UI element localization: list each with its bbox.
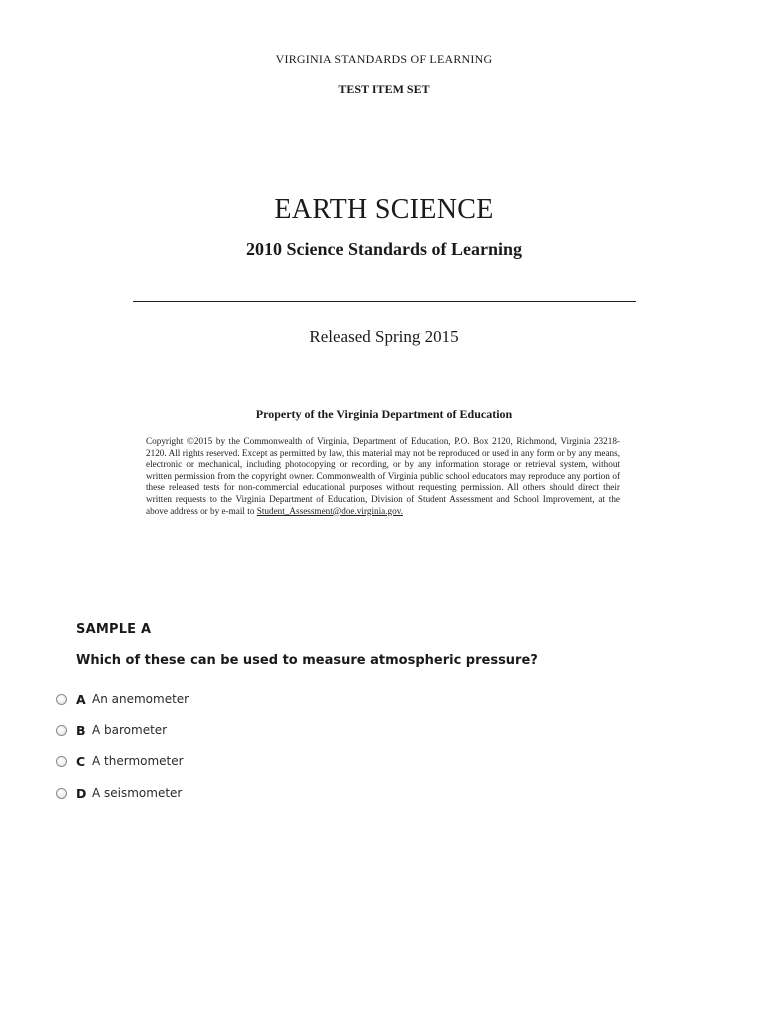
answer-option-d[interactable] (56, 784, 182, 802)
sample-label: SAMPLE A (76, 622, 152, 637)
answer-option-a[interactable] (56, 690, 189, 708)
copyright-notice (146, 436, 620, 517)
option-text: A barometer (92, 723, 168, 737)
header-title: VIRGINIA STANDARDS OF LEARNING (275, 52, 493, 66)
radio-button-icon[interactable] (56, 694, 67, 705)
option-letter: D (76, 785, 87, 801)
radio-button-icon[interactable] (56, 725, 67, 736)
radio-button-icon[interactable] (56, 756, 67, 767)
option-text: An anemometer (92, 692, 190, 706)
option-letter: B (76, 722, 86, 738)
option-letter: C (76, 753, 86, 769)
release-date: Released Spring 2015 (309, 327, 459, 346)
copyright-text: Copyright ©2015 by the Commonwealth of Virginia, Department of Education, P.O. Box 2120, Richmond, Virginia 23218-2120. All rights reserved. Except as permitted by law, this material may not be reproduced or used in any form or by any means, electronic or mechanical, including photocopying or recording, or by any information storage or retrieval system, without written permission from the copyright owner. Commonwealth of Virginia public school educators may reproduce any portion of these released tests for non-commercial educational purposes without requesting permission. All others should direct their written requests to the Virginia Department of Education, Division of Student Assessment and School Improvement, at the above address or by e-mail to (146, 436, 620, 516)
question-text: Which of these can be used to measure atmospheric pressure? (76, 653, 538, 668)
page-title: EARTH SCIENCE (274, 194, 494, 225)
header-subtitle: TEST ITEM SET (338, 82, 430, 96)
answer-option-c[interactable] (56, 752, 184, 770)
radio-button-icon[interactable] (56, 788, 67, 799)
option-letter: A (76, 691, 86, 707)
email-link[interactable]: Student_Assessment@doe.virginia.gov. (256, 505, 403, 516)
option-text: A seismometer (92, 786, 183, 800)
page-subtitle: 2010 Science Standards of Learning (245, 239, 522, 259)
property-notice: Property of the Virginia Department of Education (255, 407, 513, 421)
horizontal-divider (133, 301, 636, 302)
option-text: A thermometer (92, 754, 184, 768)
answer-option-b[interactable] (56, 721, 167, 739)
